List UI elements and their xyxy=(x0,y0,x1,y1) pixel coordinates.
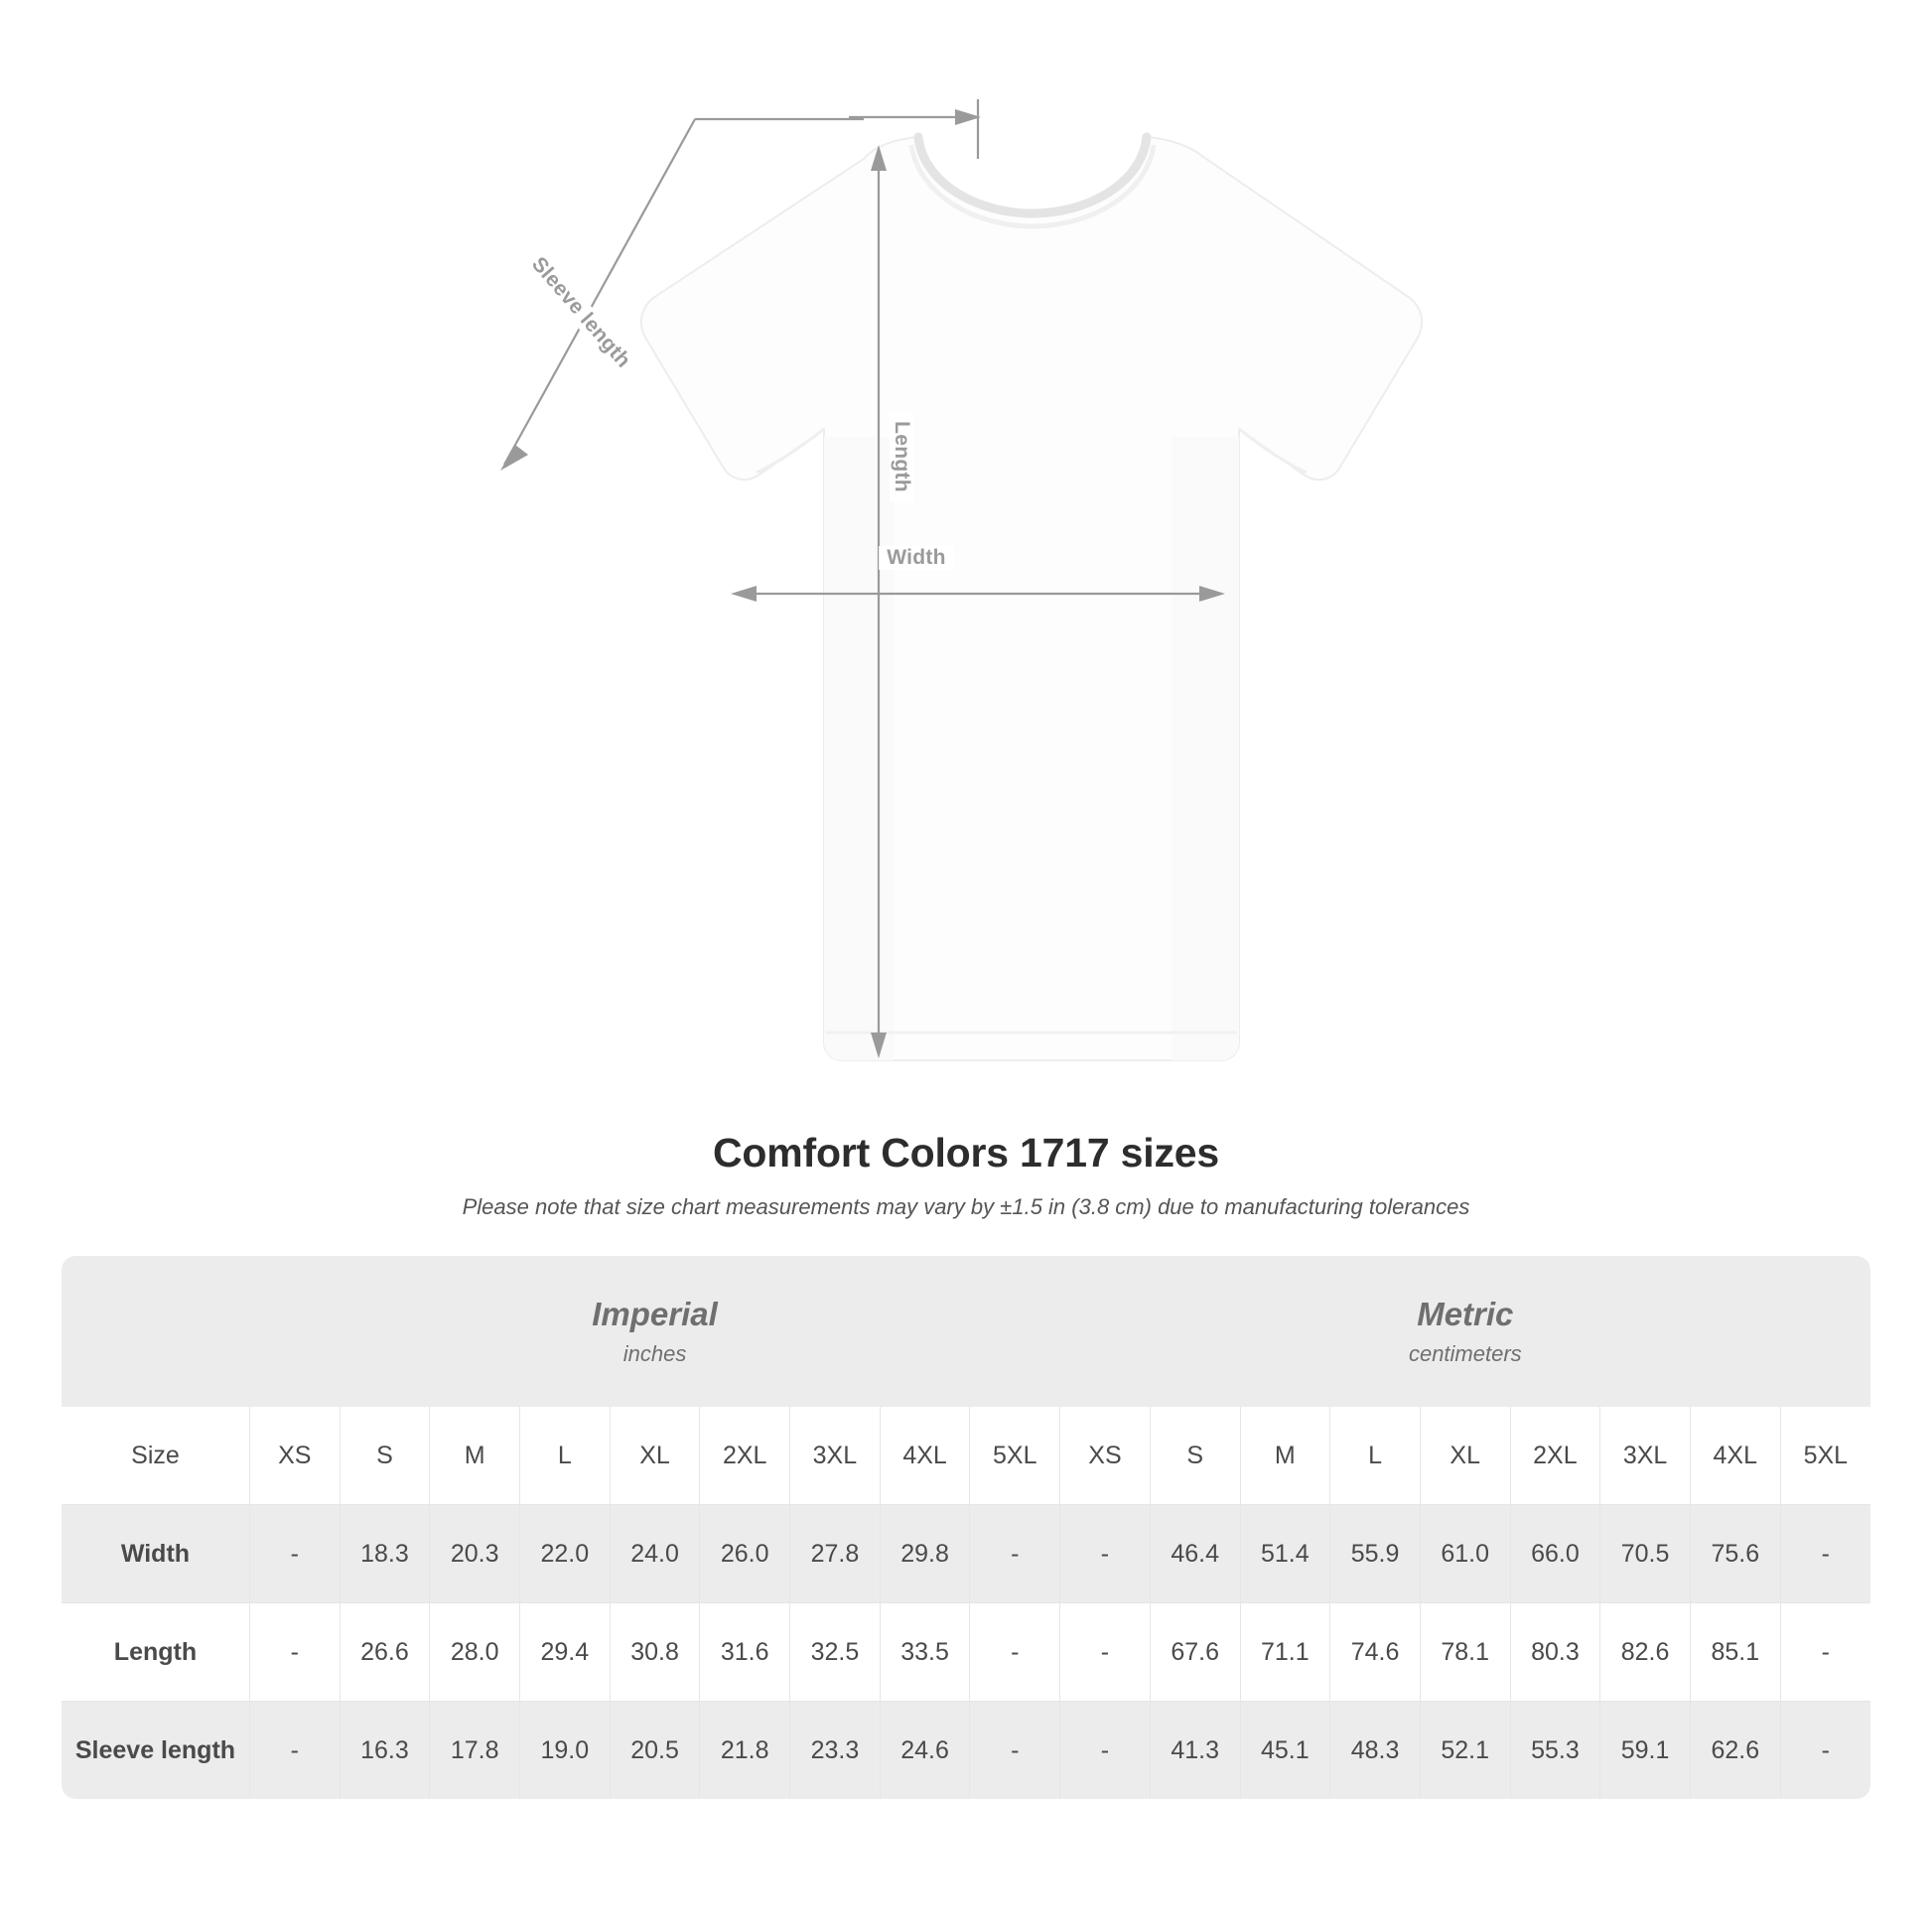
cell-width-15: 70.5 xyxy=(1600,1505,1691,1603)
cell-sleeve-length-1: 16.3 xyxy=(340,1702,430,1800)
row-label-width: Width xyxy=(62,1505,249,1603)
cell-width-9: - xyxy=(1060,1505,1151,1603)
size-header-m-imperial: M xyxy=(430,1407,520,1505)
cell-length-10: 67.6 xyxy=(1150,1603,1240,1702)
size-header-xs-imperial: XS xyxy=(249,1407,340,1505)
size-chart-table xyxy=(62,1256,1870,1799)
cell-sleeve-length-0: - xyxy=(249,1702,340,1800)
cell-length-8: - xyxy=(970,1603,1060,1702)
cell-width-3: 22.0 xyxy=(520,1505,611,1603)
cell-width-1: 18.3 xyxy=(340,1505,430,1603)
cell-length-4: 30.8 xyxy=(610,1603,700,1702)
cell-sleeve-length-14: 55.3 xyxy=(1510,1702,1600,1800)
title-block xyxy=(0,1130,1932,1220)
cell-width-11: 51.4 xyxy=(1240,1505,1330,1603)
cell-width-6: 27.8 xyxy=(790,1505,881,1603)
cell-sleeve-length-13: 52.1 xyxy=(1420,1702,1510,1800)
unit-subtitle: centimeters xyxy=(1408,1341,1522,1366)
cell-length-3: 29.4 xyxy=(520,1603,611,1702)
unit-header-metric xyxy=(1060,1256,1870,1407)
size-header-l-imperial: L xyxy=(520,1407,611,1505)
unit-name: Metric xyxy=(1417,1296,1514,1332)
cell-sleeve-length-11: 45.1 xyxy=(1240,1702,1330,1800)
unit-name: Imperial xyxy=(592,1296,718,1332)
unit-subtitle: inches xyxy=(622,1341,687,1366)
cell-sleeve-length-5: 21.8 xyxy=(700,1702,790,1800)
cell-width-14: 66.0 xyxy=(1510,1505,1600,1603)
cell-length-1: 26.6 xyxy=(340,1603,430,1702)
cell-width-5: 26.0 xyxy=(700,1505,790,1603)
cell-width-16: 75.6 xyxy=(1690,1505,1780,1603)
size-header-3xl-metric: 3XL xyxy=(1600,1407,1691,1505)
sleeve-length-label: Sleeve length xyxy=(522,248,638,377)
cell-sleeve-length-2: 17.8 xyxy=(430,1702,520,1800)
cell-width-2: 20.3 xyxy=(430,1505,520,1603)
cell-sleeve-length-17: - xyxy=(1780,1702,1870,1800)
cell-width-17: - xyxy=(1780,1505,1870,1603)
size-header-xl-metric: XL xyxy=(1420,1407,1510,1505)
cell-length-15: 82.6 xyxy=(1600,1603,1691,1702)
size-header-m-metric: M xyxy=(1240,1407,1330,1505)
unit-header-row xyxy=(62,1256,1870,1407)
unit-header-spacer xyxy=(62,1256,249,1407)
cell-length-11: 71.1 xyxy=(1240,1603,1330,1702)
size-header-4xl-imperial: 4XL xyxy=(880,1407,970,1505)
cell-width-7: 29.8 xyxy=(880,1505,970,1603)
cell-sleeve-length-4: 20.5 xyxy=(610,1702,700,1800)
cell-length-9: - xyxy=(1060,1603,1151,1702)
size-header-row xyxy=(62,1407,1870,1505)
size-header-cell: Size xyxy=(62,1407,249,1505)
size-header-5xl-imperial: 5XL xyxy=(970,1407,1060,1505)
size-header-xs-metric: XS xyxy=(1060,1407,1151,1505)
cell-length-7: 33.5 xyxy=(880,1603,970,1702)
cell-sleeve-length-9: - xyxy=(1060,1702,1151,1800)
cell-length-16: 85.1 xyxy=(1690,1603,1780,1702)
cell-width-4: 24.0 xyxy=(610,1505,700,1603)
page-title: Comfort Colors 1717 sizes xyxy=(713,1130,1219,1175)
cell-sleeve-length-10: 41.3 xyxy=(1150,1702,1240,1800)
length-label: Length xyxy=(890,411,913,502)
cell-width-8: - xyxy=(970,1505,1060,1603)
size-header-2xl-metric: 2XL xyxy=(1510,1407,1600,1505)
size-header-s-metric: S xyxy=(1150,1407,1240,1505)
cell-length-13: 78.1 xyxy=(1420,1603,1510,1702)
cell-length-12: 74.6 xyxy=(1330,1603,1421,1702)
cell-width-10: 46.4 xyxy=(1150,1505,1240,1603)
cell-width-0: - xyxy=(249,1505,340,1603)
row-label-sleeve-length: Sleeve length xyxy=(62,1702,249,1800)
cell-sleeve-length-15: 59.1 xyxy=(1600,1702,1691,1800)
tolerance-note: Please note that size chart measurements may vary by ±1.5 in (3.8 cm) due to manufacturing tolerances xyxy=(462,1194,1470,1219)
size-header-5xl-metric: 5XL xyxy=(1780,1407,1870,1505)
cell-sleeve-length-3: 19.0 xyxy=(520,1702,611,1800)
cell-length-2: 28.0 xyxy=(430,1603,520,1702)
size-header-xl-imperial: XL xyxy=(610,1407,700,1505)
row-label-length: Length xyxy=(62,1603,249,1702)
cell-length-5: 31.6 xyxy=(700,1603,790,1702)
size-header-4xl-metric: 4XL xyxy=(1690,1407,1780,1505)
cell-sleeve-length-7: 24.6 xyxy=(880,1702,970,1800)
cell-sleeve-length-16: 62.6 xyxy=(1690,1702,1780,1800)
table-row xyxy=(62,1702,1870,1800)
size-table-wrap xyxy=(62,1256,1870,1799)
cell-sleeve-length-12: 48.3 xyxy=(1330,1702,1421,1800)
table-row xyxy=(62,1505,1870,1603)
cell-length-14: 80.3 xyxy=(1510,1603,1600,1702)
cell-sleeve-length-6: 23.3 xyxy=(790,1702,881,1800)
cell-sleeve-length-8: - xyxy=(970,1702,1060,1800)
size-header-3xl-imperial: 3XL xyxy=(790,1407,881,1505)
cell-width-13: 61.0 xyxy=(1420,1505,1510,1603)
unit-header-imperial xyxy=(249,1256,1059,1407)
size-header-l-metric: L xyxy=(1330,1407,1421,1505)
cell-length-6: 32.5 xyxy=(790,1603,881,1702)
table-row xyxy=(62,1603,1870,1702)
cell-length-0: - xyxy=(249,1603,340,1702)
cell-width-12: 55.9 xyxy=(1330,1505,1421,1603)
size-header-s-imperial: S xyxy=(340,1407,430,1505)
width-label: Width xyxy=(879,546,954,570)
size-header-2xl-imperial: 2XL xyxy=(700,1407,790,1505)
cell-length-17: - xyxy=(1780,1603,1870,1702)
